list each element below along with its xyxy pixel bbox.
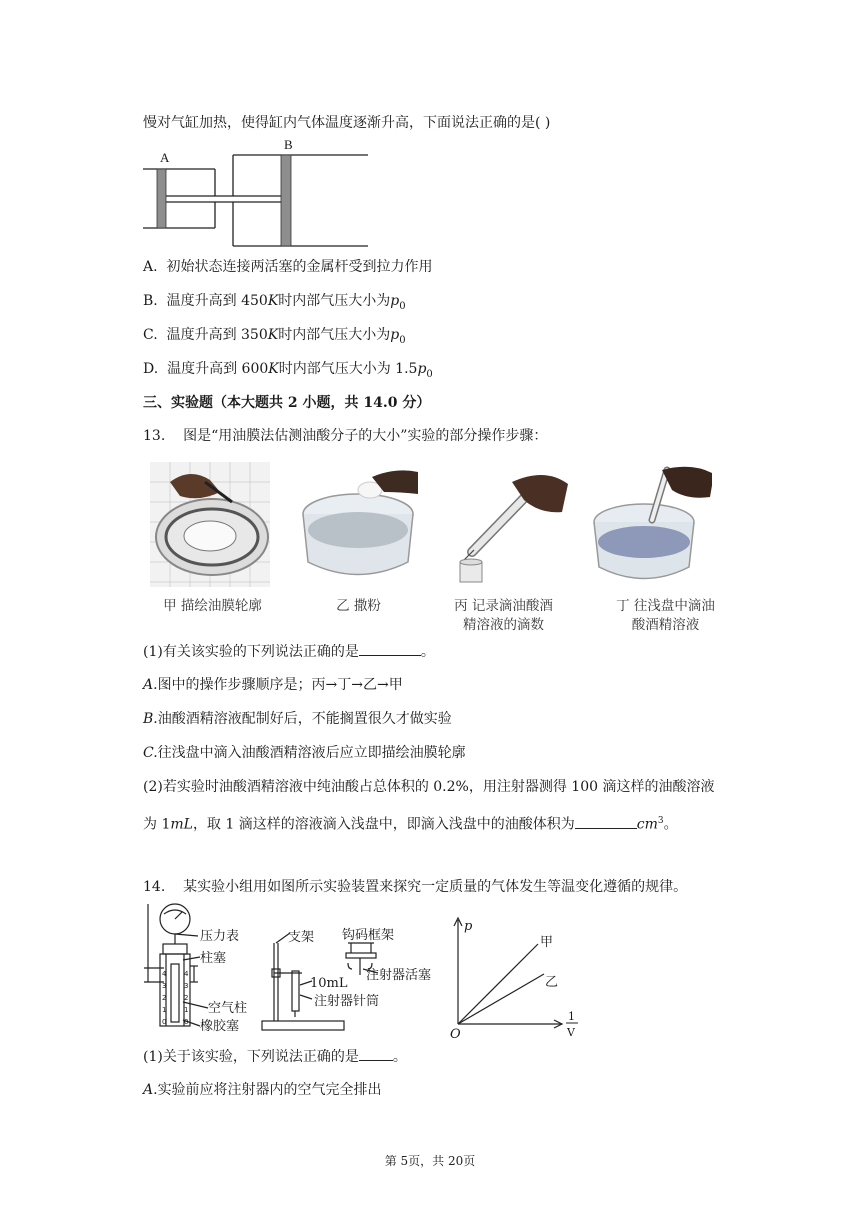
origin-label: O: [450, 1027, 461, 1040]
svg-text:1: 1: [162, 1006, 167, 1014]
photo-count-drops: [450, 462, 570, 587]
svg-text:支架: 支架: [288, 930, 315, 945]
label-jia: 甲: [540, 935, 554, 950]
apparatus-stand-syringe: [260, 925, 455, 1037]
y-axis-label: p: [464, 919, 473, 934]
svg-text:橡胶塞: 橡胶塞: [200, 1019, 240, 1034]
svg-text:压力表: 压力表: [200, 929, 240, 944]
svg-text:10mL: 10mL: [310, 976, 348, 991]
svg-text:0: 0: [162, 1018, 167, 1026]
svg-text:注射器针筒: 注射器针筒: [314, 994, 380, 1009]
q14-sub1: (1)关于该实验，下列说法正确的是 。: [143, 1046, 407, 1067]
q13-sub2-line1: (2)若实验时油酸酒精溶液中纯油酸占总体积的 0.2%，用注射器测得 100 滴这样的油酸溶液: [143, 779, 715, 795]
svg-text:0: 0: [184, 1018, 189, 1026]
caption-yi: 乙 撒粉: [336, 598, 381, 614]
apparatus-pressure-gauge: [138, 902, 258, 1034]
question-14-stem: 14. 某实验小组用如图所示实验装置来探究一定质量的气体发生等温变化遵循的规律。: [143, 879, 688, 895]
option-a: A. 初始状态连接两活塞的金属杆受到拉力作用: [143, 259, 433, 275]
svg-text:空气柱: 空气柱: [208, 1001, 248, 1016]
question-13-stem: 13. 图是“用油膜法估测油酸分子的大小”实验的部分操作步骤：: [143, 428, 548, 444]
svg-text:钩码框架: 钩码框架: [342, 928, 395, 943]
answer-blank[interactable]: [575, 814, 637, 829]
svg-text:注射器活塞: 注射器活塞: [366, 968, 432, 983]
svg-text:4: 4: [162, 970, 167, 978]
x-axis-label-den: V: [567, 1026, 575, 1039]
photo-sprinkle-powder: [300, 462, 420, 587]
svg-text:3: 3: [184, 982, 189, 990]
caption-jia: 甲 描绘油膜轮廓: [163, 598, 262, 614]
photo-trace-outline: [150, 462, 270, 587]
question-stem: 慢对气缸加热，使得缸内气体温度逐渐升高，下面说法正确的是( ): [143, 115, 551, 131]
svg-text:柱塞: 柱塞: [200, 951, 227, 966]
cylinder-figure: [140, 138, 380, 253]
section-title: 三、实验题（本大题共 2 小题，共 14.0 分）: [143, 395, 431, 411]
option-d: D. 温度升高到 600K时内部气压大小为 $1.5p_0$: [143, 361, 433, 380]
photo-drop-solution: [592, 462, 712, 587]
caption-bing: 丙 记录滴油酸酒 精溶液的滴数: [454, 598, 553, 633]
q13-option-a: A.图中的操作步骤顺序是；丙→丁→乙→甲: [143, 677, 403, 693]
label-b: B: [284, 138, 293, 152]
q13-sub1: (1)有关该实验的下列说法正确的是 。: [143, 641, 435, 662]
caption-ding: 丁 往浅盘中滴油 酸酒精溶液: [616, 598, 715, 633]
svg-text:3: 3: [162, 982, 167, 990]
q14-option-a: A.实验前应将注射器内的空气完全排出: [143, 1082, 382, 1098]
q13-sub2-line2: 为 1mL，取 1 滴这样的溶液滴入浅盘中，即滴入浅盘中的油酸体积为 $cm^3$。: [143, 811, 678, 835]
p-vs-inverse-v-graph: [450, 912, 585, 1040]
q13-option-b: B.油酸酒精溶液配制好后，不能搁置很久才做实验: [143, 711, 452, 727]
page-footer: 第 5页，共 20页: [384, 1154, 476, 1168]
label-a: A: [160, 150, 170, 165]
answer-blank[interactable]: [359, 1046, 393, 1061]
q13-option-c: C.往浅盘中滴入油酸酒精溶液后应立即描绘油膜轮廓: [143, 745, 466, 761]
svg-text:1: 1: [184, 1006, 189, 1014]
option-b: B. 温度升高到 450K时内部气压大小为$p_0$: [143, 293, 406, 312]
option-c: C. 温度升高到 350K时内部气压大小为$p_0$: [143, 327, 406, 346]
answer-blank[interactable]: [359, 641, 421, 656]
svg-text:2: 2: [184, 994, 189, 1002]
label-yi: 乙: [545, 975, 559, 990]
svg-text:4: 4: [184, 970, 189, 978]
svg-text:2: 2: [162, 994, 167, 1002]
x-axis-label-num: 1: [568, 1010, 575, 1023]
